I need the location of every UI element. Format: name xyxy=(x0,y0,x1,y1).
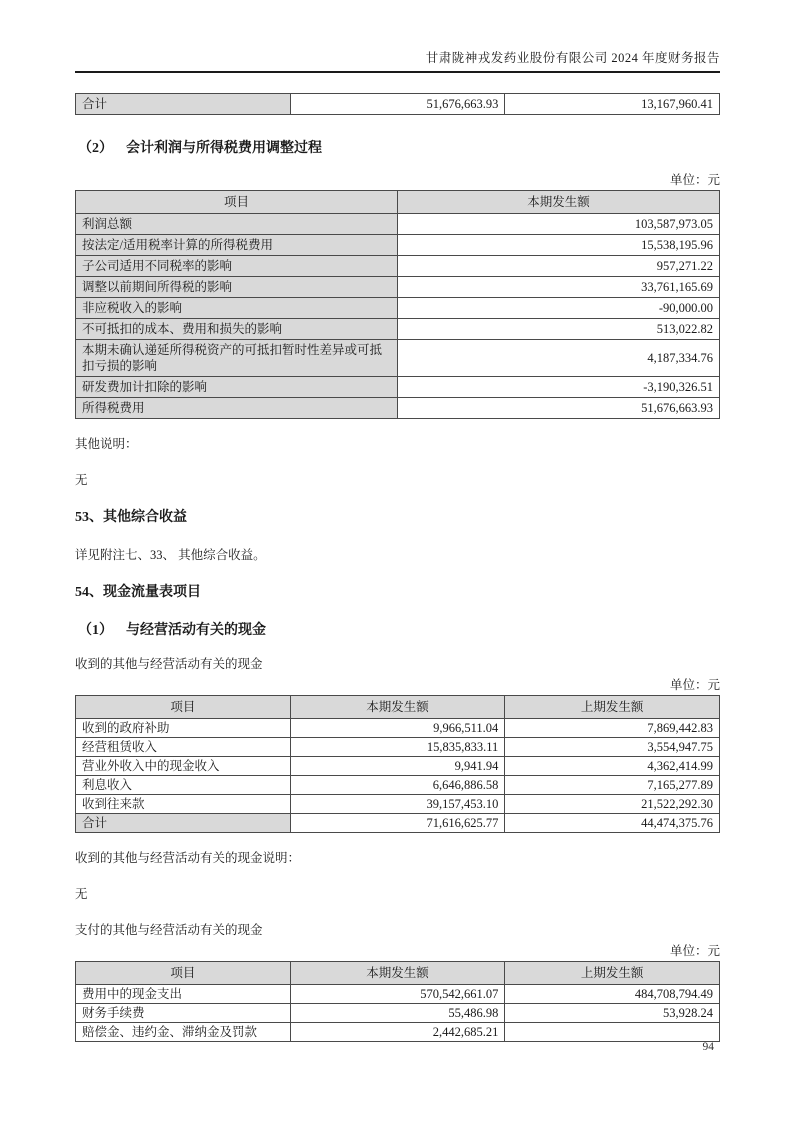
column-header-prior: 上期发生额 xyxy=(505,962,720,985)
paid-cash-intro: 支付的其他与经营活动有关的现金 xyxy=(75,923,263,937)
prior-amount-cell: 3,554,947.75 xyxy=(505,738,720,757)
row-label: 调整以前期间所得税的影响 xyxy=(76,277,398,298)
row-label: 财务手续费 xyxy=(76,1004,291,1023)
row-label: 按法定/适用税率计算的所得税费用 xyxy=(76,235,398,256)
received-cash-intro: 收到的其他与经营活动有关的现金 xyxy=(75,657,263,671)
row-label: 费用中的现金支出 xyxy=(76,985,291,1004)
current-amount-cell: 513,022.82 xyxy=(398,319,720,340)
section-heading-54: 54、现金流量表项目 xyxy=(75,585,201,600)
current-amount-cell: 51,676,663.93 xyxy=(290,94,505,115)
current-amount-cell: 103,587,973.05 xyxy=(398,214,720,235)
other-note-label: 其他说明： xyxy=(75,437,138,451)
current-amount-cell: 33,761,165.69 xyxy=(398,277,720,298)
current-amount-cell: -90,000.00 xyxy=(398,298,720,319)
prior-amount-cell: 484,708,794.49 xyxy=(505,985,720,1004)
current-amount-cell: 39,157,453.10 xyxy=(290,795,505,814)
row-label: 利息收入 xyxy=(76,776,291,795)
column-header-prior: 上期发生额 xyxy=(505,696,720,719)
row-label: 所得税费用 xyxy=(76,398,398,419)
current-amount-cell: 15,538,195.96 xyxy=(398,235,720,256)
column-header-item: 项目 xyxy=(76,696,291,719)
section-heading-53: 53、其他综合收益 xyxy=(75,510,187,525)
prior-amount-cell: 7,165,277.89 xyxy=(505,776,720,795)
current-amount-cell: 55,486.98 xyxy=(290,1004,505,1023)
table-row xyxy=(76,319,720,340)
row-label: 不可抵扣的成本、费用和损失的影响 xyxy=(76,319,398,340)
table-row xyxy=(76,277,720,298)
current-amount-cell: -3,190,326.51 xyxy=(398,377,720,398)
section-heading-tax-adjustment xyxy=(75,140,720,158)
section-title-text: 会计利润与所得税费用调整过程 xyxy=(126,141,322,156)
current-amount-cell: 15,835,833.11 xyxy=(290,738,505,757)
current-amount-cell: 4,187,334.76 xyxy=(398,340,720,377)
unit-label: 单位：元 xyxy=(669,678,720,692)
table-header-row xyxy=(76,191,720,214)
prior-amount-cell: 44,474,375.76 xyxy=(505,814,720,833)
row-label: 赔偿金、违约金、滞纳金及罚款 xyxy=(76,1023,291,1042)
page-number: 94 xyxy=(702,1041,714,1053)
row-label: 子公司适用不同税率的影响 xyxy=(76,256,398,277)
prior-amount-cell: 7,869,442.83 xyxy=(505,719,720,738)
table-total-row xyxy=(76,814,720,833)
column-header-current: 本期发生额 xyxy=(290,696,505,719)
current-amount-cell: 957,271.22 xyxy=(398,256,720,277)
current-amount-cell: 9,966,511.04 xyxy=(290,719,505,738)
table-row xyxy=(76,235,720,256)
prior-amount-cell xyxy=(505,1023,720,1042)
table-row xyxy=(76,719,720,738)
table-header-row xyxy=(76,696,720,719)
row-label: 收到往来款 xyxy=(76,795,291,814)
table-row xyxy=(76,94,720,115)
table-row xyxy=(76,298,720,319)
current-amount-cell: 570,542,661.07 xyxy=(290,985,505,1004)
current-amount-cell: 9,941.94 xyxy=(290,757,505,776)
prior-amount-cell: 53,928.24 xyxy=(505,1004,720,1023)
other-note-value: 无 xyxy=(75,473,88,487)
row-label: 合计 xyxy=(76,814,291,833)
current-amount-cell: 6,646,886.58 xyxy=(290,776,505,795)
prior-amount-cell: 4,362,414.99 xyxy=(505,757,720,776)
row-label: 合计 xyxy=(76,94,291,115)
header-rule xyxy=(75,71,720,73)
table-row xyxy=(76,377,720,398)
section-number: （2） xyxy=(78,141,113,156)
row-label: 利润总额 xyxy=(76,214,398,235)
note-reference-text: 详见附注七、33、 其他综合收益。 xyxy=(75,548,266,562)
received-cash-table xyxy=(75,695,720,833)
table-row xyxy=(76,757,720,776)
current-amount-cell: 71,616,625.77 xyxy=(290,814,505,833)
table-row xyxy=(76,738,720,757)
table-row xyxy=(76,398,720,419)
row-label: 非应税收入的影响 xyxy=(76,298,398,319)
received-cash-note-label: 收到的其他与经营活动有关的现金说明： xyxy=(75,851,301,865)
prior-amount-cell: 13,167,960.41 xyxy=(505,94,720,115)
column-header-current: 本期发生额 xyxy=(398,191,720,214)
column-header-current: 本期发生额 xyxy=(290,962,505,985)
column-header-item: 项目 xyxy=(76,191,398,214)
report-header-title: 甘肃陇神戎发药业股份有限公司 2024 年度财务报告 xyxy=(425,51,720,65)
subsection-number: （1） xyxy=(78,623,113,638)
current-amount-cell: 2,442,685.21 xyxy=(290,1023,505,1042)
received-cash-note-value: 无 xyxy=(75,887,88,901)
row-label: 经营租赁收入 xyxy=(76,738,291,757)
table-header-row xyxy=(76,962,720,985)
row-label: 营业外收入中的现金收入 xyxy=(76,757,291,776)
unit-label: 单位：元 xyxy=(669,944,720,958)
table-row xyxy=(76,256,720,277)
row-label: 研发费加计扣除的影响 xyxy=(76,377,398,398)
table-row xyxy=(76,795,720,814)
table-row xyxy=(76,1004,720,1023)
table-row xyxy=(76,340,720,377)
prior-amount-cell: 21,522,292.30 xyxy=(505,795,720,814)
table-row xyxy=(76,1023,720,1042)
tax-adjustment-table xyxy=(75,190,720,419)
carryover-total-table xyxy=(75,93,720,115)
paid-cash-table xyxy=(75,961,720,1042)
row-label: 本期未确认递延所得税资产的可抵扣暂时性差异或可抵扣亏损的影响 xyxy=(76,340,398,377)
table-row xyxy=(76,985,720,1004)
row-label: 收到的政府补助 xyxy=(76,719,291,738)
current-amount-cell: 51,676,663.93 xyxy=(398,398,720,419)
subsection-heading-operating-cash xyxy=(75,622,720,640)
unit-label: 单位：元 xyxy=(669,173,720,187)
table-row xyxy=(76,776,720,795)
table-row xyxy=(76,214,720,235)
column-header-item: 项目 xyxy=(76,962,291,985)
subsection-title-text: 与经营活动有关的现金 xyxy=(126,623,266,638)
